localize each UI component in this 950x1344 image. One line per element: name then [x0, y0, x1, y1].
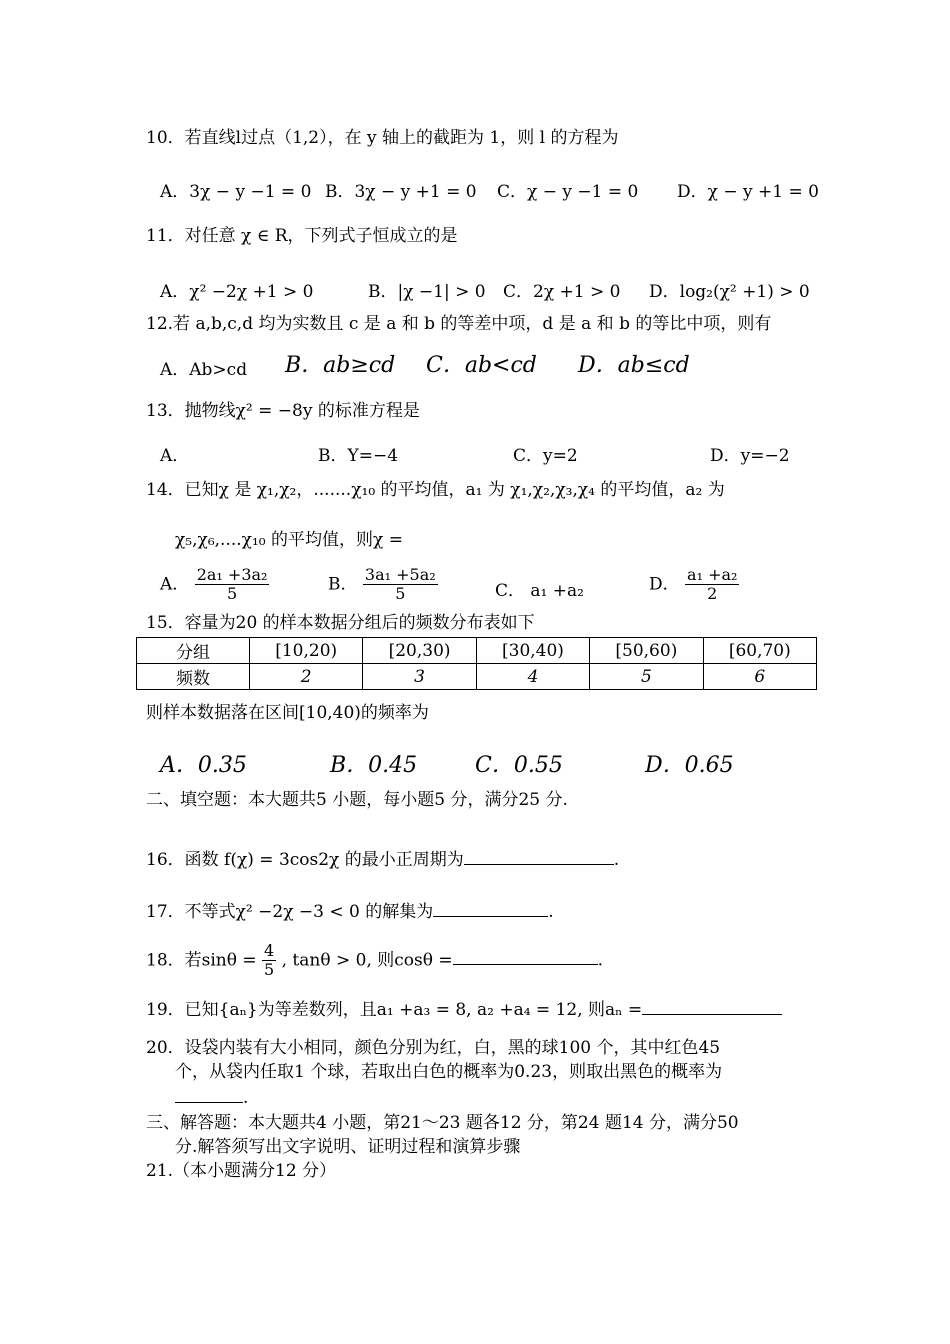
q15-option-a: A．0.35 — [160, 753, 247, 778]
q15-option-c: C．0.55 — [475, 753, 563, 778]
q20-line1: 20．设袋内装有大小相同，颜色分别为红，白，黑的球100 个，其中红色45 — [146, 1038, 721, 1058]
q20-line2: 个，从袋内任取1 个球，若取出白色的概率为0.23，则取出黑色的概率为 — [175, 1062, 723, 1082]
q10-stem: 10．若直线l过点（1,2），在 y 轴上的截距为 1，则 l 的方程为 — [146, 128, 619, 148]
section3-heading-line2: 分.解答须写出文字说明、证明过程和演算步骤 — [175, 1137, 521, 1157]
q14-option-b — [328, 566, 438, 604]
section2-heading: 二、填空题：本大题共5 小题，每小题5 分，满分25 分. — [146, 790, 568, 810]
q14-option-b-numerator: 3a₁ +5a₂ — [364, 565, 436, 584]
q14-option-c-expr: a₁ +a₂ — [530, 581, 584, 601]
table-cell: 5 — [590, 664, 703, 690]
q14-option-d-fraction — [685, 566, 739, 604]
q19-text: 19．已知{aₙ}为等差数列，且a₁ +a₃ = 8, a₂ +a₄ = 12, 则aₙ = — [146, 1000, 643, 1020]
q14-option-d-label: D． — [649, 574, 680, 595]
q18-denominator: 5 — [264, 960, 275, 980]
q14-option-d-numerator: a₁ +a₂ — [687, 565, 738, 584]
q14-option-a-numerator: 2a₁ +3a₂ — [196, 565, 268, 584]
q11-option-a: A．χ² −2χ +1 > 0 — [160, 282, 314, 302]
q14-stem-line1: 14．已知χ 是 χ₁,χ₂，.......χ₁₀ 的平均值，a₁ 为 χ₁,χ₂,χ₃,χ₄ 的平均值，a₂ 为 — [146, 480, 725, 500]
table-row — [137, 664, 817, 690]
q16-answer-blank — [464, 850, 614, 865]
q14-option-c — [495, 576, 584, 601]
q16: 16．函数 f(χ) = 3cos2χ 的最小正周期为 . — [146, 850, 620, 870]
q13-option-c: C．y=2 — [513, 446, 578, 466]
q18-text-post: , tanθ > 0, 则cosθ = — [281, 950, 453, 971]
table-row — [137, 638, 817, 664]
q20-line3: . — [175, 1088, 248, 1108]
q14-option-a-fraction — [195, 566, 270, 604]
table-cell: 2 — [250, 664, 363, 690]
q17-answer-blank — [433, 902, 548, 917]
table-cell: [60,70) — [703, 638, 816, 664]
q16-text: 16．函数 f(χ) = 3cos2χ 的最小正周期为 — [146, 850, 464, 870]
table-cell: [30,40) — [476, 638, 589, 664]
q17-text: 17．不等式χ² −2χ −3 < 0 的解集为 — [146, 902, 434, 922]
q14-option-c-label: C． — [495, 581, 526, 601]
q18-text-pre: 18．若sinθ = — [146, 950, 257, 971]
section3-heading-line1: 三、解答题：本大题共4 小题，第21～23 题各12 分，第24 题14 分，满分50 — [146, 1113, 739, 1133]
table-cell: [20,30) — [363, 638, 476, 664]
q14-option-a-label: A． — [160, 574, 190, 595]
q14-option-d — [649, 566, 739, 604]
table-cell: [50,60) — [590, 638, 703, 664]
q19-answer-blank — [642, 1000, 782, 1015]
q10-option-d: D．χ − y +1 = 0 — [677, 182, 819, 202]
q19 — [146, 1000, 782, 1020]
q14-option-d-denominator: 2 — [707, 584, 718, 604]
table-cell: 6 — [703, 664, 816, 690]
q10-option-a: A．3χ − y −1 = 0 — [160, 182, 312, 202]
q11-option-d: D．log₂(χ² +1) > 0 — [649, 282, 810, 302]
table-row-header: 分组 — [137, 638, 250, 664]
table-cell: 3 — [363, 664, 476, 690]
q15-after-text: 则样本数据落在区间[10,40)的频率为 — [146, 703, 429, 723]
q18-answer-blank — [453, 950, 598, 965]
q12-option-c: C．ab<cd — [426, 353, 537, 378]
q20-answer-blank — [175, 1088, 243, 1103]
q15-option-b: B．0.45 — [330, 753, 418, 778]
q17: 17．不等式χ² −2χ −3 < 0 的解集为 . — [146, 902, 554, 922]
q18-fraction — [262, 942, 276, 980]
q13-option-d: D．y=−2 — [710, 446, 790, 466]
q12-option-b: B．ab≥cd — [285, 353, 396, 378]
q18: 18．若sinθ = $\frac{4}{5}$ , tanθ > 0, 则cosθ = . — [146, 941, 604, 980]
q13-stem: 13．抛物线χ² = −8y 的标准方程是 — [146, 401, 420, 421]
q12-option-d: D．ab≤cd — [578, 353, 690, 378]
q18-numerator: 4 — [264, 941, 275, 960]
q13-option-a: A． — [160, 446, 190, 466]
table-cell: [10,20) — [250, 638, 363, 664]
q14-option-b-fraction — [363, 566, 438, 604]
q15-stem: 15．容量为20 的样本数据分组后的频数分布表如下 — [146, 613, 535, 633]
q14-option-b-label: B． — [328, 574, 358, 595]
q13-option-b: B．Y=−4 — [318, 446, 399, 466]
table-cell: 4 — [476, 664, 589, 690]
q14-option-b-denominator: 5 — [395, 584, 406, 604]
frequency-table — [136, 637, 817, 690]
q14-stem-line2: χ₅,χ₆,....χ₁₀ 的平均值，则χ = — [175, 530, 403, 550]
q10-option-c: C．χ − y −1 = 0 — [497, 182, 639, 202]
q10-option-b: B．3χ − y +1 = 0 — [325, 182, 477, 202]
table-row-header: 频数 — [137, 664, 250, 690]
q14-option-a-denominator: 5 — [226, 584, 238, 604]
q21-heading: 21.（本小题满分12 分） — [146, 1161, 337, 1181]
q11-stem: 11．对任意 χ ∈ R，下列式子恒成立的是 — [146, 226, 458, 246]
q12-stem: 12.若 a,b,c,d 均为实数且 c 是 a 和 b 的等差中项，d 是 a 和 b 的等比中项，则有 — [146, 314, 772, 334]
q14-option-a — [160, 566, 269, 604]
q12-option-a: A．Ab>cd — [160, 360, 248, 380]
q11-option-c: C．2χ +1 > 0 — [503, 282, 621, 302]
q11-option-b: B．|χ −1| > 0 — [368, 282, 486, 302]
q15-option-d: D．0.65 — [645, 753, 734, 778]
